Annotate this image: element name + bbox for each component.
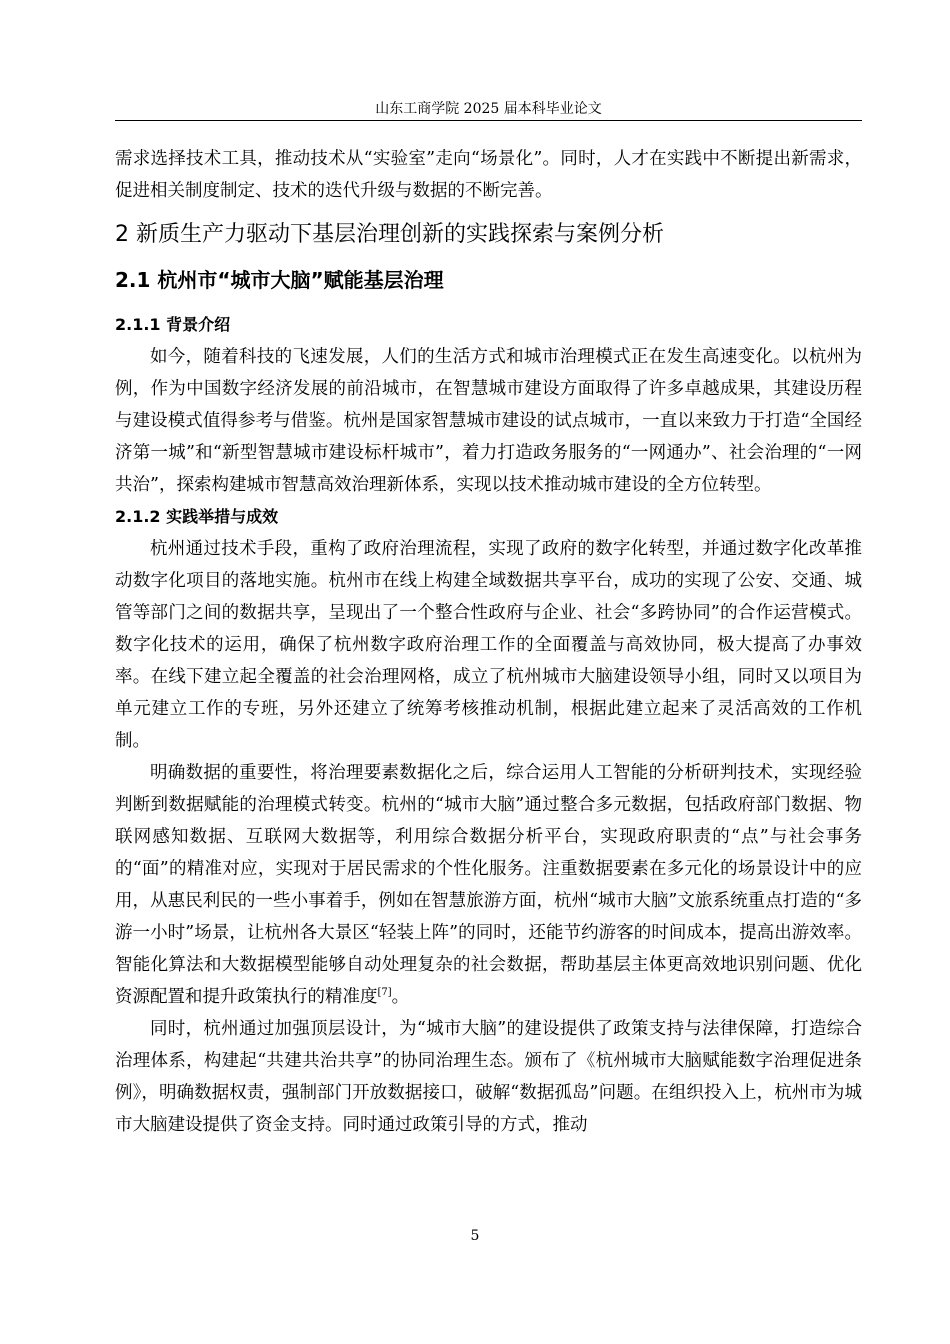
- citation-marker: [7]: [377, 987, 392, 999]
- running-header: 山东工商学院 2025 届本科毕业论文: [375, 101, 602, 117]
- subsubsection-heading-practice: 2.1.2 实践举措与成效: [115, 507, 279, 526]
- section-heading: 2 新质生产力驱动下基层治理创新的实践探索与案例分析: [115, 222, 664, 247]
- page-number: 5: [470, 1228, 480, 1244]
- practice-paragraph-2-text: 明确数据的重要性，将治理要素数据化之后，综合运用人工智能的分析研判技术，实现经验判断到数据赋能的治理模式转变。杭州的“城市大脑”通过整合多元数据，包括政府部门数据、物联网感知数据、互联网大数据等，利用综合数据分析平台，实现政府职责的“点”与社会事务的“面”的精准对应，实现对于居民需求的个性化服务。注重数据要素在多元化的场景设计中的应用，从惠民利民的一些小事着手，例如在智慧旅游方面，杭州“城市大脑”文旅系统重点打造的“多游一小时”场景，让杭州各大景区“轻装上阵”的同时，还能节约游客的时间成本，提高出游效率。智能化算法和大数据模型能够自动处理复杂的社会数据，帮助基层主体更高效地识别问题、优化资源配置和提升政策执行的精准度: [115, 763, 862, 1007]
- background-paragraph: 如今，随着科技的飞速发展，人们的生活方式和城市治理模式正在发生高速变化。以杭州为例，作为中国数字经济发展的前沿城市，在智慧城市建设方面取得了许多卓越成果，其建设历程与建设模式值得参考与借鉴。杭州是国家智慧城市建设的试点城市，一直以来致力于打造“全国经济第一城”和“新型智慧城市建设标杆城市”，着力打造政务服务的“一网通办”、社会治理的“一网共治”，探索构建城市智慧高效治理新体系，实现以技术推动城市建设的全方位转型。: [115, 347, 862, 495]
- subsubsection-heading-background: 2.1.1 背景介绍: [115, 315, 231, 334]
- subsection-heading: 2.1 杭州市“城市大脑”赋能基层治理: [115, 268, 444, 292]
- practice-paragraph-2-end: 。: [391, 987, 410, 1007]
- header-rule: [115, 120, 862, 121]
- practice-paragraph-2: [115, 757, 862, 1013]
- practice-paragraph-1: 杭州通过技术手段，重构了政府治理流程，实现了政府的数字化转型，并通过数字化改革推动数字化项目的落地实施。杭州市在线上构建全域数据共享平台，成功的实现了公安、交通、城管等部门之间的数据共享，呈现出了一个整合性政府与企业、社会“多跨协同”的合作运营模式。数字化技术的运用，确保了杭州数字政府治理工作的全面覆盖与高效协同，极大提高了办事效率。在线下建立起全覆盖的社会治理网格，成立了杭州城市大脑建设领导小组，同时又以项目为单元建立工作的专班，另外还建立了统筹考核推动机制，根据此建立起来了灵活高效的工作机制。: [115, 539, 862, 751]
- continued-paragraph: 需求选择技术工具，推动技术从“实验室”走向“场景化”。同时，人才在实践中不断提出新需求，促进相关制度制定、技术的迭代升级与数据的不断完善。: [115, 149, 862, 201]
- page-body: [115, 143, 862, 1141]
- practice-paragraph-3: 同时，杭州通过加强顶层设计，为“城市大脑”的建设提供了政策支持与法律保障，打造综合治理体系，构建起“共建共治共享”的协同治理生态。颁布了《杭州城市大脑赋能数字治理促进条例》，明确数据权责，强制部门开放数据接口，破解“数据孤岛”问题。在组织投入上，杭州市为城市大脑建设提供了资金支持。同时通过政策引导的方式，推动: [115, 1019, 862, 1135]
